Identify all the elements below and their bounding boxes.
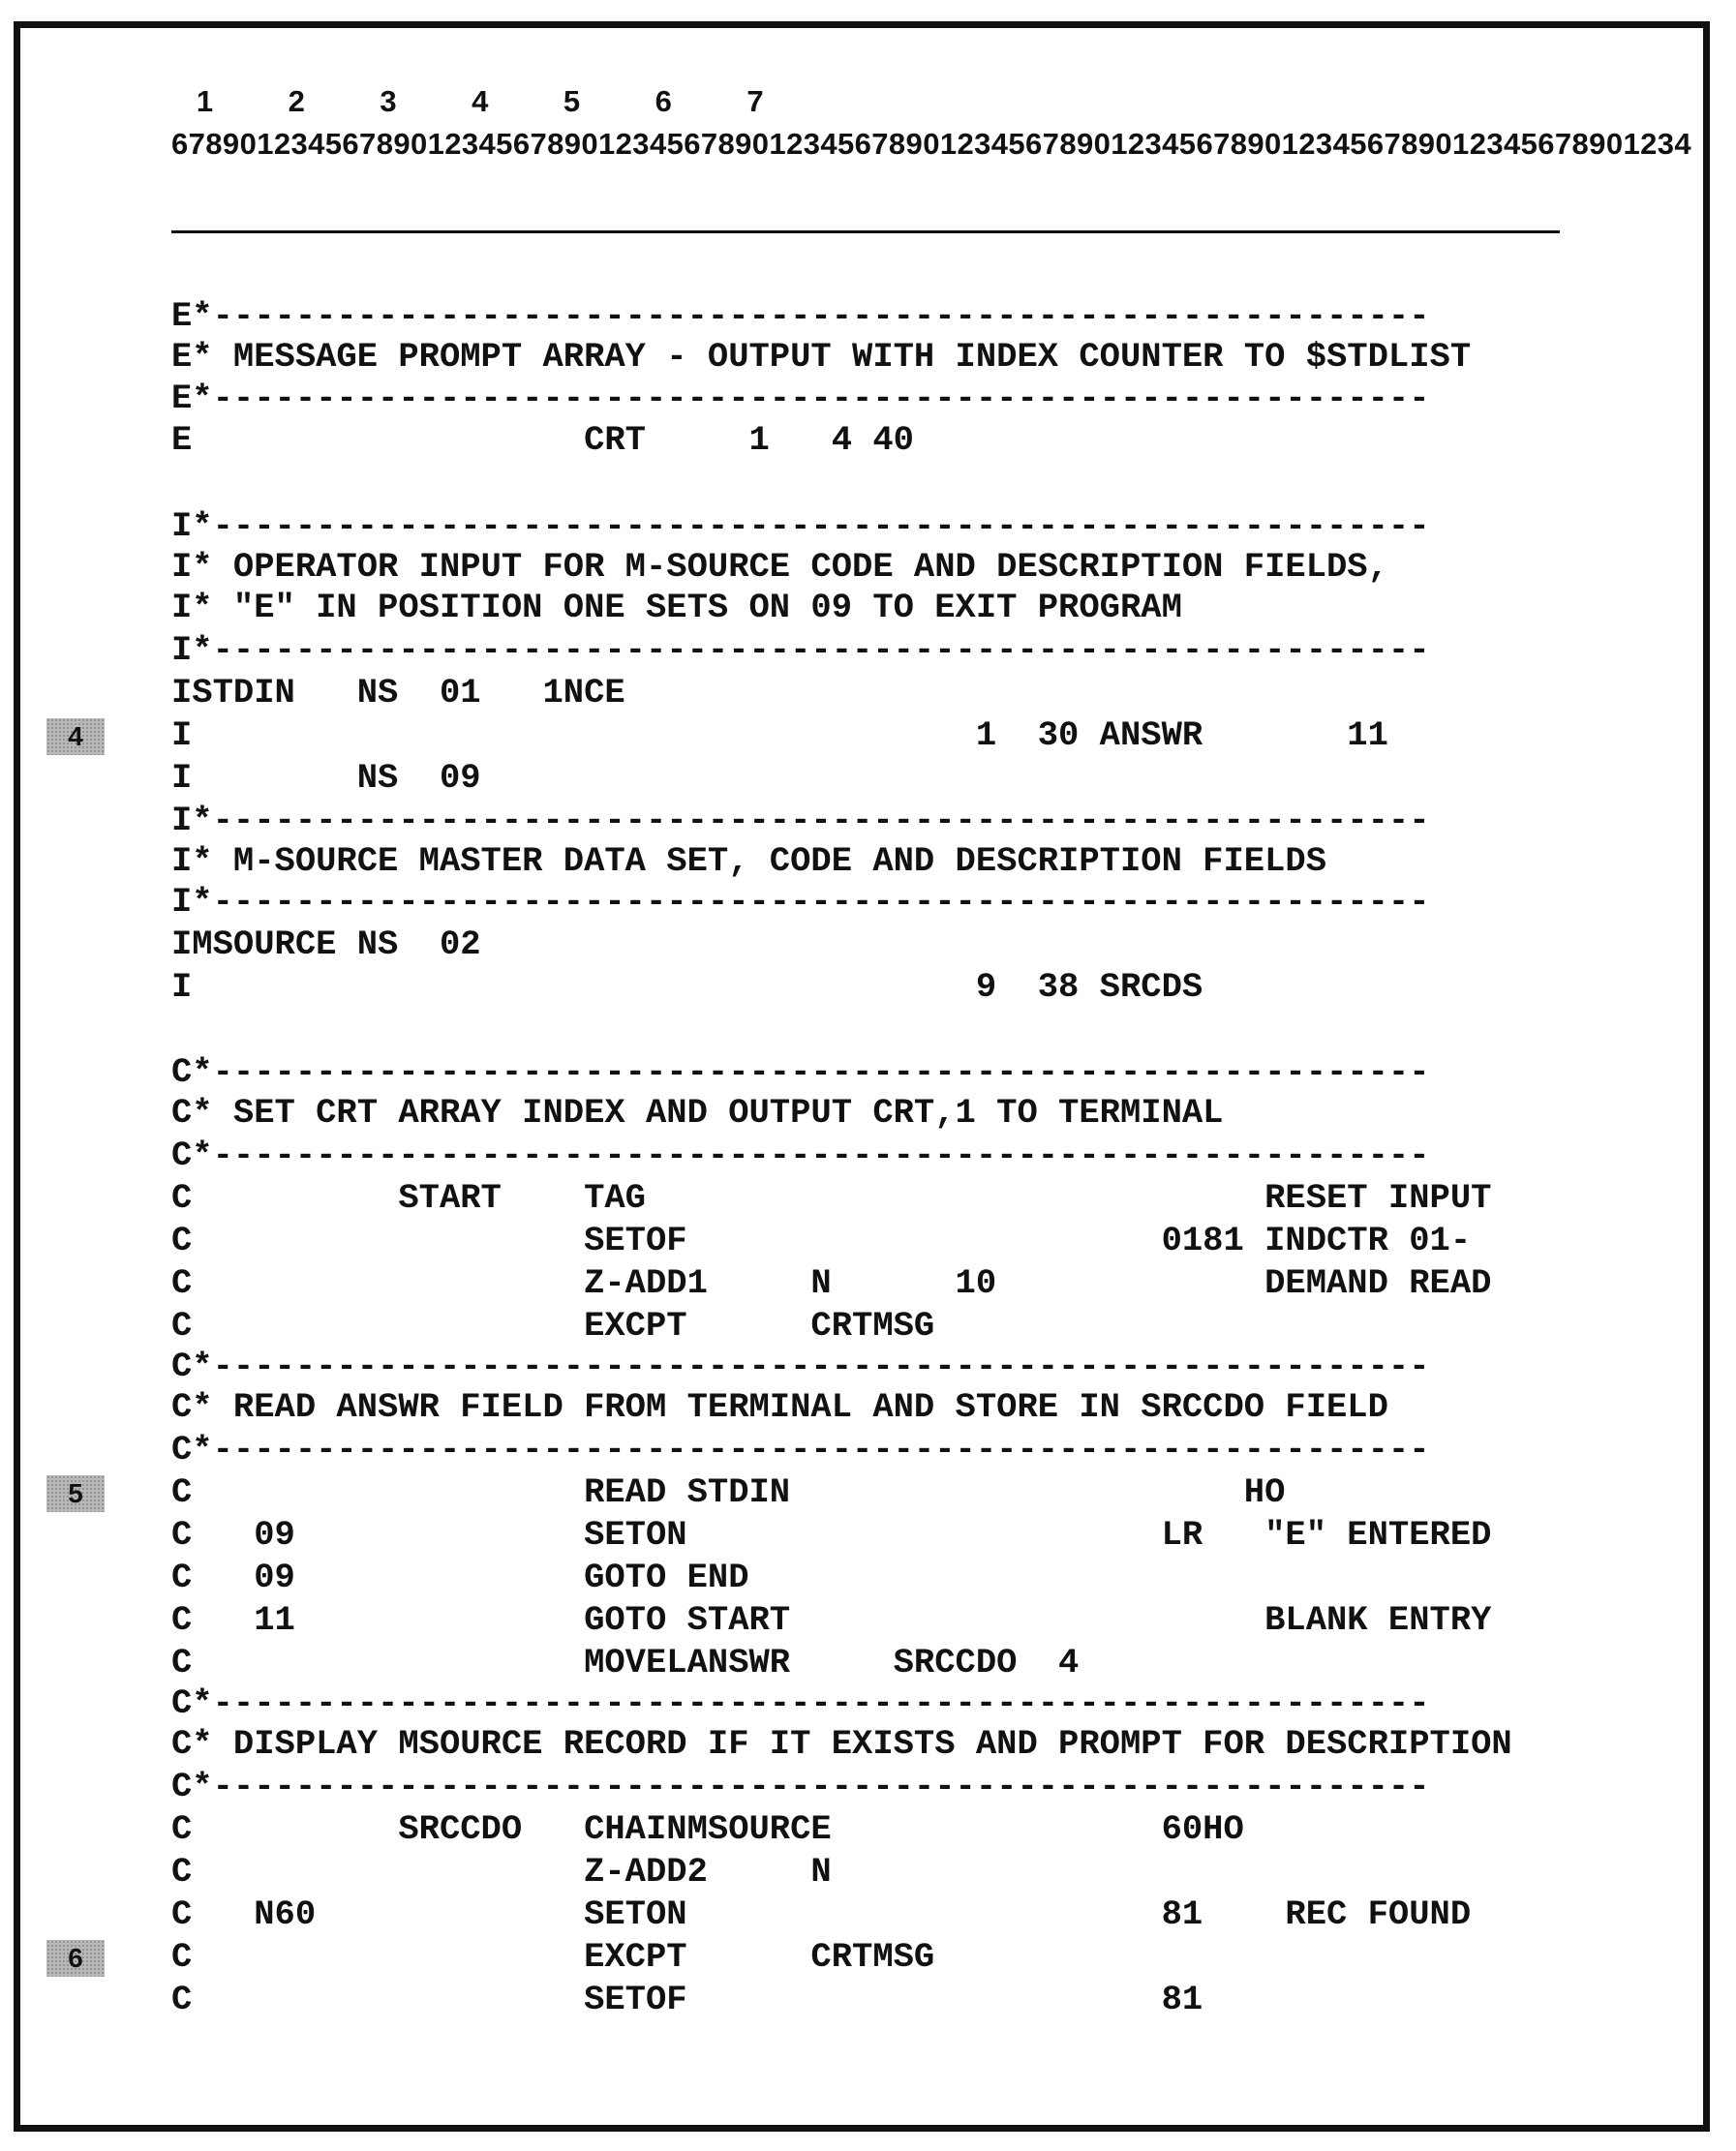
code-line: I NS 09 bbox=[171, 758, 481, 798]
code-line: E* MESSAGE PROMPT ARRAY - OUTPUT WITH INDEX COUNTER TO $STDLIST bbox=[171, 337, 1472, 377]
code-line: C 11 GOTO START BLANK ENTRY bbox=[171, 1600, 1492, 1640]
code-line: IMSOURCE NS 02 bbox=[171, 924, 481, 964]
code-line: C* SET CRT ARRAY INDEX AND OUTPUT CRT,1 TO TERMINAL bbox=[171, 1093, 1224, 1133]
code-line: I 9 38 SRCDS bbox=[171, 967, 1203, 1007]
code-line: E*----------------------------------------------------------- bbox=[171, 296, 1430, 336]
code-line: C*----------------------------------------------------------- bbox=[171, 1052, 1430, 1092]
column-ruler-units: 67890123456789012345678901234567890123456789012345678901234567890123456789012345678901234 bbox=[171, 127, 1692, 161]
code-line: E CRT 1 4 40 bbox=[171, 420, 914, 460]
column-ruler-tens: 1 2 3 4 5 6 7 bbox=[171, 84, 764, 118]
code-line: C*----------------------------------------------------------- bbox=[171, 1136, 1430, 1175]
code-line: ISTDIN NS 01 1NCE bbox=[171, 673, 625, 712]
code-line: I* "E" IN POSITION ONE SETS ON 09 TO EXIT PROGRAM bbox=[171, 588, 1182, 627]
code-line: C SETOF 0181 INDCTR 01- bbox=[171, 1221, 1472, 1260]
code-line: C MOVELANSWR SRCCDO 4 bbox=[171, 1643, 1080, 1682]
code-line: C N60 SETON 81 REC FOUND bbox=[171, 1894, 1472, 1934]
code-line: C*----------------------------------------------------------- bbox=[171, 1347, 1430, 1386]
code-line: E*----------------------------------------------------------- bbox=[171, 379, 1430, 418]
code-line: C* READ ANSWR FIELD FROM TERMINAL AND STORE IN SRCCDO FIELD bbox=[171, 1387, 1388, 1427]
code-line: C SETOF 81 bbox=[171, 1980, 1203, 2019]
code-line: I* OPERATOR INPUT FOR M-SOURCE CODE AND DESCRIPTION FIELDS, bbox=[171, 547, 1388, 587]
code-line: C*----------------------------------------------------------- bbox=[171, 1767, 1430, 1806]
code-line: C EXCPT CRTMSG bbox=[171, 1937, 935, 1977]
code-line: C READ STDIN HO bbox=[171, 1472, 1286, 1512]
code-line: C START TAG RESET INPUT bbox=[171, 1178, 1492, 1218]
code-line: C*----------------------------------------------------------- bbox=[171, 1683, 1430, 1723]
code-line: I*----------------------------------------------------------- bbox=[171, 506, 1430, 546]
code-line: I*----------------------------------------------------------- bbox=[171, 630, 1430, 670]
callout-marker-5: 5 bbox=[46, 1475, 105, 1512]
code-line: C Z-ADD2 N bbox=[171, 1852, 832, 1892]
divider-line bbox=[171, 230, 1560, 233]
code-line: C*----------------------------------------------------------- bbox=[171, 1430, 1430, 1469]
code-line: C 09 GOTO END bbox=[171, 1558, 749, 1597]
code-line: C* DISPLAY MSOURCE RECORD IF IT EXISTS AND PROMPT FOR DESCRIPTION bbox=[171, 1724, 1512, 1764]
code-line: C Z-ADD1 N 10 DEMAND READ bbox=[171, 1263, 1492, 1303]
callout-marker-4: 4 bbox=[46, 718, 105, 755]
code-line: I*----------------------------------------------------------- bbox=[171, 801, 1430, 840]
code-line: I 1 30 ANSWR 11 bbox=[171, 715, 1388, 755]
code-line: C SRCCDO CHAINMSOURCE 60HO bbox=[171, 1809, 1244, 1849]
callout-marker-6: 6 bbox=[46, 1940, 105, 1977]
code-line: C EXCPT CRTMSG bbox=[171, 1306, 935, 1346]
code-line: I*----------------------------------------------------------- bbox=[171, 882, 1430, 922]
code-line: C 09 SETON LR "E" ENTERED bbox=[171, 1515, 1492, 1555]
code-line: I* M-SOURCE MASTER DATA SET, CODE AND DESCRIPTION FIELDS bbox=[171, 841, 1326, 881]
